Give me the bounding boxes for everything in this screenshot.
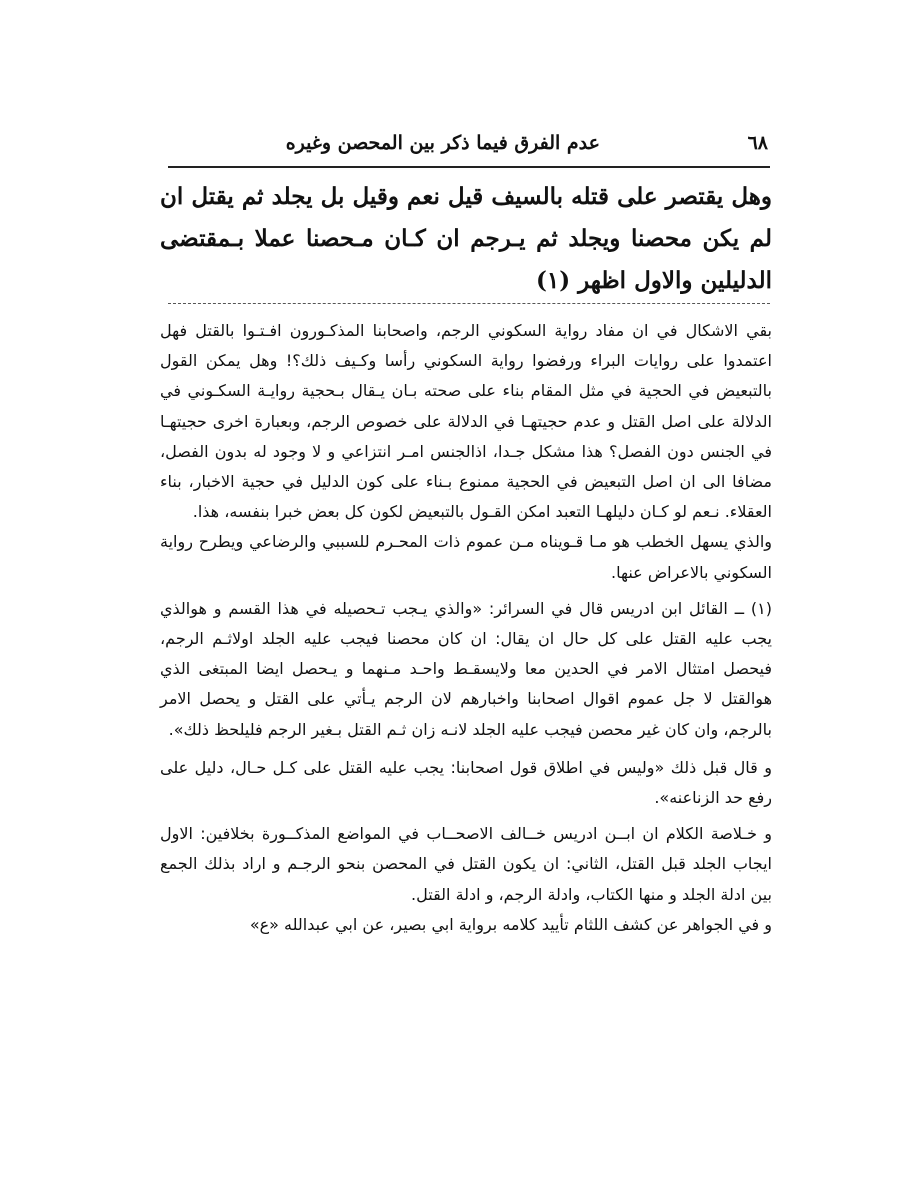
footnote-divider [168,303,770,304]
page-number: ٦٨ [747,132,768,154]
footnote-paragraph: و في الجواهر عن كشف اللثام تأييد كلامه برواية ابي بصير، عن ابي عبدالله «ع» [249,914,772,934]
commentary-section [160,316,772,940]
footnote-paragraph: و قال قبل ذلك «وليس في اطلاق قول اصحابنا: يجب عليه القتل على كـل حـال، دليل على رفع حد الزناعنه». [160,757,772,808]
header-divider [168,166,770,168]
commentary-paragraph: بقي الاشكال في ان مفاد رواية السكوني الرجم، واصحابنا المذكـورون افـتـوا بالقتل فهل اعتمدوا على روايات البراء ورفضوا رواية السكوني رأسا وكـيف ذلك؟! وهل يمكن القول بالتبعيض في الحجية في مثل المقام بناء على صحته بـان يـقال بـحجية روايـة السكـوني في الدلالة على اصل القتل و عدم حجيتهـا في الدلالة على خصوص الرجم، وبعبارة اخرى حجيتهـا في الجنس دون الفصل؟ هذا مشكل جـدا، اذالجنس امـر انتزاعي و لا وجود له بدون الفصل، مضافا الى ان اصل التبعيض في الحجية ممنوع بـناء على كون الدليل في حجية الاخبار، بناء العقلاء. نـعم لو كـان دليلهـا التعبد امكن القـول بالتبعيض لكون كل بعض خبرا بنفسه، هذا. [160,321,772,522]
main-text: وهل يقتصر على قتله بالسيف قيل نعم وقيل بل يجلد ثم يقتل ان لم يكن محصنا ويجلد ثم يـرجم ان كـان مـحصنا عملا بـمقتضى الدليلين والاول اظهر (١) [160,183,772,294]
commentary-paragraph: والذي يسهل الخطب هو مـا قـويناه مـن عموم ذات المحـرم للسببي والرضاعي ويطرح رواية السكوني بالاعراض عنها. [160,532,772,582]
page-header [168,122,770,166]
footnote-paragraph: (١) ــ القائل ابن ادريس قال في السرائر: «والذي يـجب تـحصيله في هذا القسم و هوالذي يجب عليه القتل على كل حال ان يقال: ان كان محصنا فيجب عليه الجلد اولاثـم الرجم، فيحصل امتثال الامر في الحدين معا ولايسقـط واحـد مـنهما و يـحصل ايضا المبتغى الذي هوالقتل لا جل عموم اقوال اصحابنا واخبارهم لان الرجم يـأتي على القتل و يحصل الامر بالرجم، وان كان غير محصن فيجب عليه الجلد لانـه زان ثـم القتل بـغير الرجم فليلحظ ذلك». [160,598,772,739]
running-title: عدم الفرق فيما ذكر بين المحصن وغيره [285,132,600,154]
footnote-paragraph: و خـلاصة الكلام ان ابــن ادريس خــالف الاصحــاب في المواضع المذكــورة بخلافين: الاول ايجاب الجلد قبل القتل، الثاني: ان يكون القتل في المحصن بنحو الرجـم و اراد بذلك الجمع بين ادلة الجلد و منها الكتاب، وادلة الرجم، و ادلة القتل. [160,824,772,904]
